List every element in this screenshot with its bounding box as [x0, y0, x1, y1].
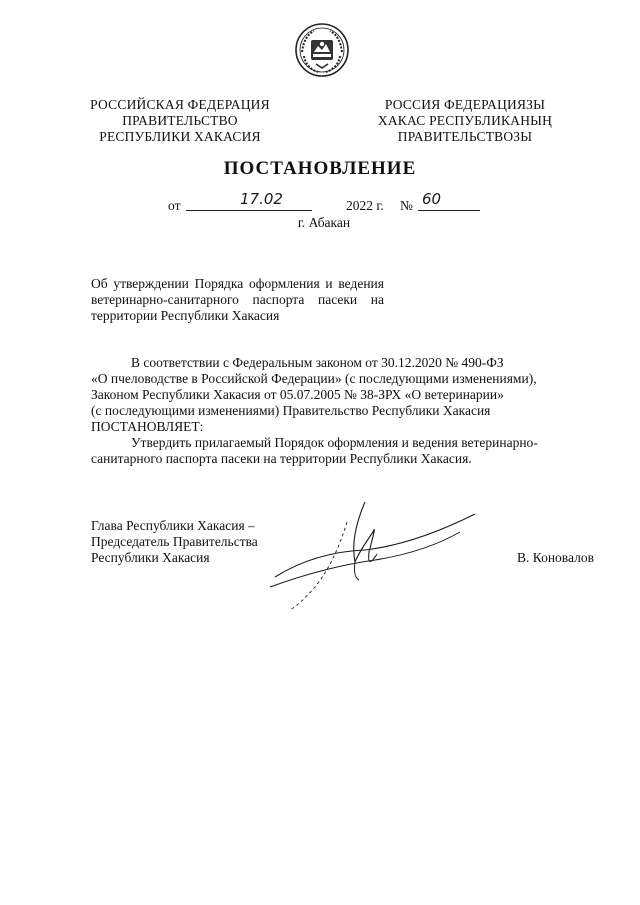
coat-of-arms-icon — [294, 22, 350, 78]
date-prefix: от — [168, 198, 181, 213]
signatory-position-line: Председатель Правительства — [91, 534, 258, 549]
date-line — [0, 190, 640, 216]
handwritten-number: 60 — [422, 190, 442, 208]
signatory-position-line: Глава Республики Хакасия – — [91, 518, 255, 533]
signature-icon — [255, 492, 485, 622]
paragraph-line: Утвердить прилагаемый Порядок оформления и ведения ветеринарно- — [131, 435, 538, 450]
paragraph-line: (с последующими изменениями) Правительство Республики Хакасия — [91, 403, 491, 418]
header-khakas — [365, 97, 565, 145]
number-field — [418, 190, 480, 211]
subject-heading: Об утверждении Порядка оформления и ведения ветеринарно-санитарного паспорта пасеки на территории Республики Хакасия — [91, 276, 384, 323]
signatory-position — [91, 518, 258, 566]
year: 2022 г. — [346, 198, 384, 213]
header-ru-line: РЕСПУБЛИКИ ХАКАСИЯ — [99, 129, 261, 144]
header-ru-line: ПРАВИТЕЛЬСТВО — [122, 113, 238, 128]
handwritten-date: 17.02 — [240, 190, 283, 208]
header-khakas-line: ПРАВИТЕЛЬСТВОЗЫ — [397, 129, 533, 144]
paragraph-line: «О пчеловодстве в Российской Федерации» (с последующими изменениями), — [91, 371, 537, 386]
header-ru — [80, 97, 280, 145]
paragraph-line: санитарного паспорта пасеки на территории Республики Хакасия. — [91, 451, 472, 466]
city: г. Абакан — [297, 215, 351, 230]
paragraph-line: В соответствии с Федеральным законом от 30.12.2020 № 490-ФЗ — [131, 355, 504, 370]
number-label: № — [400, 198, 413, 213]
paragraph-line: ПОСТАНОВЛЯЕТ: — [91, 419, 204, 434]
header-khakas-line: РОССИЯ ФЕДЕРАЦИЯЗЫ — [384, 97, 546, 112]
header-ru-line: РОССИЙСКАЯ ФЕДЕРАЦИЯ — [90, 97, 270, 112]
paragraph-line: Законом Республики Хакасия от 05.07.2005 № 38-ЗРХ «О ветеринарии» — [91, 387, 504, 402]
date-field — [186, 190, 312, 211]
decree-body — [91, 355, 598, 467]
document-title: ПОСТАНОВЛЕНИЕ — [223, 158, 417, 179]
signatory-name: В. Коновалов — [517, 550, 594, 565]
header-khakas-line: ХАКАС РЕСПУБЛИКАНЫҢ — [377, 113, 553, 128]
signatory-position-line: Республики Хакасия — [91, 550, 210, 565]
